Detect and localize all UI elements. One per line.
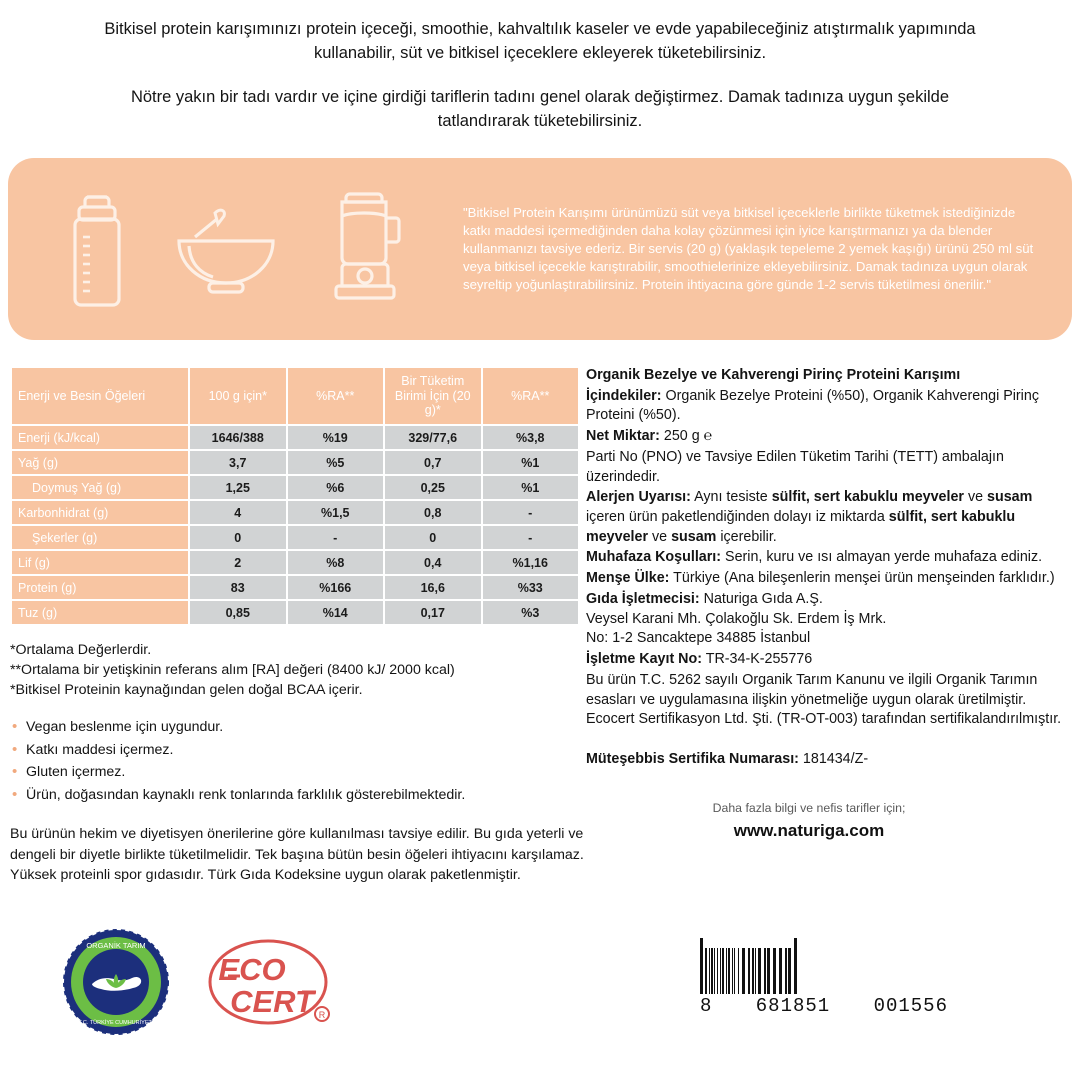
operator-value: Naturiga Gıda A.Ş. (703, 590, 823, 607)
website-url[interactable]: www.naturiga.com (733, 820, 885, 840)
row-label: Tuz (g) (12, 601, 188, 624)
operator-label: Gıda İşletmecisi: (586, 590, 700, 607)
cell-per-100g: 0,85 (190, 601, 286, 624)
cell-ra-100g: %6 (288, 476, 384, 499)
ecocert-logo (206, 936, 336, 1028)
column-header-nutrient: Enerji ve Besin Öğeleri (12, 368, 188, 424)
cell-ra-serving: - (483, 501, 579, 524)
cell-per-100g: 1646/388 (190, 426, 286, 449)
closing-advisory-text: Bu ürünün hekim ve diyetisyen önerilerine göre kullanılması tavsiye edilir. Bu gıda yeterli ve dengeli bir diyetle birlikte tüketilmelidir. Tek başına bütün besin öğeleri ihtiyacını karşılamaz. Yüksek proteinli spor gıdasıdır. Türk Gıda Kodeksine uygun olarak paketlenmiştir. (10, 826, 584, 884)
barcode-bars (700, 938, 948, 994)
net-quantity-value: 250 g ℮ (663, 428, 713, 445)
usage-banner (8, 158, 1072, 340)
storage-value: Serin, kuru ve ısı almayan yerde muhafaza ediniz. (725, 549, 1043, 566)
list-item: • Vegan beslenme için uygundur. (10, 716, 586, 738)
column-header-ra-serving: %RA** (483, 368, 579, 424)
row-label: Lif (g) (12, 551, 188, 574)
intro-section (0, 0, 1080, 134)
origin-value: Türkiye (Ana bileşenlerin menşei ürün menşeinden farklıdır.) (673, 570, 1055, 587)
row-label: Protein (g) (12, 576, 188, 599)
table-row (12, 426, 578, 449)
cell-per-serving: 329/77,6 (385, 426, 481, 449)
cell-ra-serving: %3 (483, 601, 579, 624)
allergen-text-part-3: içeren ürün paketlendiğinden dolayı iz miktarda (586, 509, 889, 526)
certificate-value: 181434/Z- (802, 750, 869, 767)
footnote-2: **Ortalama bir yetişkinin referans alım [RA] değeri (8400 kJ/ 2000 kcal) (10, 662, 455, 679)
table-row (12, 526, 578, 549)
allergen-text-part-2: ve (964, 489, 988, 506)
allergen-bold-3: sülfit, sert kabuklu meyveler (586, 509, 1016, 545)
allergen-text-part-5: içerebilir. (716, 528, 777, 545)
list-item: • Katkı maddesi içermez. (10, 739, 586, 761)
nutrition-table-body (12, 426, 578, 624)
registration-block (586, 650, 1072, 670)
footnote-3: *Bitkisel Proteinin kaynağından gelen doğal BCAA içerir. (10, 682, 363, 699)
organic-logo-outer-text: ORGANİK TARIM (86, 941, 146, 950)
ingredients-value: Organik Bezelye Proteini (%50), Organik Kahverengi Pirinç Proteini (%50). (586, 387, 1039, 424)
row-label: Doymuş Yağ (g) (12, 476, 188, 499)
cell-ra-100g: %14 (288, 601, 384, 624)
barcode-digits (700, 995, 948, 1017)
intro-paragraph-2: Nötre yakın bir tadı vardır ve içine girdiği tariflerin tadını genel olarak değiştirmez. Damak tadınıza uygun şekilde tatlandırarak tüketebilirsiniz. (130, 87, 950, 130)
cell-per-serving: 0,8 (385, 501, 481, 524)
table-row (12, 476, 578, 499)
cell-ra-serving: - (483, 526, 579, 549)
cell-per-100g: 1,25 (190, 476, 286, 499)
net-quantity-label: Net Miktar: (586, 428, 660, 445)
ingredients-block (586, 387, 1072, 426)
row-label: Karbonhidrat (g) (12, 501, 188, 524)
registered-mark-icon: R (318, 1010, 326, 1020)
blender-icon (320, 188, 410, 310)
certificate-label: Müteşebbis Sertifika Numarası: (586, 750, 799, 767)
barcode-digit-prefix: 8 (700, 995, 713, 1017)
main-content (0, 366, 1080, 886)
cell-per-100g: 3,7 (190, 451, 286, 474)
cell-per-serving: 16,6 (385, 576, 481, 599)
cell-per-100g: 0 (190, 526, 286, 549)
right-column (586, 366, 1080, 886)
cell-per-serving: 0 (385, 526, 481, 549)
table-row (12, 576, 578, 599)
certification-logos (62, 928, 336, 1036)
organic-logo-inner-text: T.C. TÜRKİYE CUMHURİYETİ (78, 1020, 154, 1026)
organic-certification-text: Bu ürün T.C. 5262 sayılı Organik Tarım Kanunu ve ilgili Organik Tarımın esasları ve uygulamasına ilişkin yönetmeliğe uygun olarak üretilmiştir. Ecocert Sertifikasyon Ltd. Şti. (TR-OT-003) tarafından sertifikalandırılmıştır. (586, 671, 1062, 728)
feature-bullet-list (10, 716, 586, 806)
cell-ra-100g: %5 (288, 451, 384, 474)
usage-instructions-text: "Bitkisel Protein Karışımı ürünümüzü süt veya bitkisel içeceklerle birlikte tüketmek istediğinizde katkı maddesi içermediğinden daha kolay çözünmesi için iyice karıştırmanızı ya da blender kullanmanızı tavsiye ederiz. Bir servis (20 g) (yaklaşık tepeleme 2 yemek kaşığı) ürünü 250 ml süt veya bitkisel içecekle karıştırabilir, smoothielerinize ekleyebilirsiniz. Damak tadınıza uygun olarak seyreltip yoğunlaştırabilirsiniz. Protein ihtiyacına göre günde 1-2 servis tüketilmesi önerilir." (463, 205, 1034, 292)
allergen-bold-4: susam (671, 528, 717, 545)
table-header-row (12, 368, 578, 424)
cell-ra-serving: %1 (483, 451, 579, 474)
row-label: Şekerler (g) (12, 526, 188, 549)
nutrition-table (10, 366, 580, 626)
column-header-ra-100g: %RA** (288, 368, 384, 424)
cell-per-serving: 0,7 (385, 451, 481, 474)
website-tagline: Daha fazla bilgi ve nefis tarifler için; (712, 800, 906, 815)
intro-paragraph-1: Bitkisel protein karışımınızı protein içeceği, smoothie, kahvaltılık kaseler ve evde yapabileceğiniz atıştırmalık yapımında kullanabilir, süt ve bitkisel içeceklere ekleyerek tüketebilirsiniz. (104, 20, 976, 62)
origin-label: Menşe Ülke: (586, 570, 670, 587)
allergen-bold-2: susam (987, 489, 1033, 506)
table-row (12, 451, 578, 474)
ecocert-text-line-2: CERT (230, 984, 314, 1019)
list-item: • Ürün, doğasından kaynaklı renk tonlarında farklılık gösterebilmektedir. (10, 784, 586, 806)
cell-ra-100g: - (288, 526, 384, 549)
table-row (12, 551, 578, 574)
allergen-text-part-4: ve (648, 528, 672, 545)
barcode-digit-group-2: 001556 (873, 995, 948, 1017)
list-item: • Gluten içermez. (10, 761, 586, 783)
column-header-per-100g: 100 g için* (190, 368, 286, 424)
footnotes-block (10, 640, 586, 700)
organic-farming-logo (62, 928, 170, 1036)
cell-ra-serving: %3,8 (483, 426, 579, 449)
cell-ra-100g: %8 (288, 551, 384, 574)
certificate-block (586, 750, 1072, 770)
cell-per-100g: 2 (190, 551, 286, 574)
storage-block (586, 548, 1072, 568)
ingredients-label: İçindekiler: (586, 387, 662, 404)
row-label: Enerji (kJ/kcal) (12, 426, 188, 449)
allergen-label: Alerjen Uyarısı: (586, 489, 691, 506)
ecocert-text-line-1: ECO (218, 952, 286, 987)
allergen-text-part-1: Aynı tesiste (694, 489, 772, 506)
barcode-digit-group-1: 681851 (755, 995, 831, 1017)
barcode-block (700, 938, 948, 1017)
cell-per-serving: 0,25 (385, 476, 481, 499)
allergen-bold-1: sülfit, sert kabuklu meyveler (771, 489, 964, 506)
table-row (12, 501, 578, 524)
operator-block (586, 590, 1072, 610)
net-quantity-block (586, 427, 1072, 447)
banner-icon-group (8, 188, 463, 310)
address-line-1: Veysel Karani Mh. Çolakoğlu Sk. Erdem İş Mrk. (586, 610, 887, 627)
product-title: Organik Bezelye ve Kahverengi Pirinç Proteini Karışımı (586, 367, 961, 383)
footnote-1: *Ortalama Değerlerdir. (10, 642, 152, 658)
cell-ra-serving: %1 (483, 476, 579, 499)
allergen-block (586, 488, 1072, 547)
left-column (0, 366, 586, 886)
registration-label: İşletme Kayıt No: (586, 651, 702, 668)
cell-per-100g: 83 (190, 576, 286, 599)
shaker-bottle-icon (61, 189, 133, 309)
column-header-per-serving: Bir Tüketim Birimi İçin (20 g)* (385, 368, 481, 424)
origin-block (586, 569, 1072, 589)
cell-per-100g: 4 (190, 501, 286, 524)
row-label: Yağ (g) (12, 451, 188, 474)
registration-value: TR-34-K-255776 (705, 651, 813, 668)
address-line-2: No: 1-2 Sancaktepe 34885 İstanbul (586, 630, 811, 647)
table-row (12, 601, 578, 624)
cell-ra-serving: %33 (483, 576, 579, 599)
cell-per-serving: 0,17 (385, 601, 481, 624)
bowl-with-spoon-icon (171, 199, 281, 299)
storage-label: Muhafaza Koşulları: (586, 549, 722, 566)
cell-ra-100g: %1,5 (288, 501, 384, 524)
cell-ra-100g: %166 (288, 576, 384, 599)
batch-date-text: Parti No (PNO) ve Tavsiye Edilen Tüketim Tarihi (TETT) ambalajın üzerindedir. (586, 448, 1004, 485)
cell-ra-serving: %1,16 (483, 551, 579, 574)
website-block (586, 800, 1072, 842)
cell-per-serving: 0,4 (385, 551, 481, 574)
cell-ra-100g: %19 (288, 426, 384, 449)
